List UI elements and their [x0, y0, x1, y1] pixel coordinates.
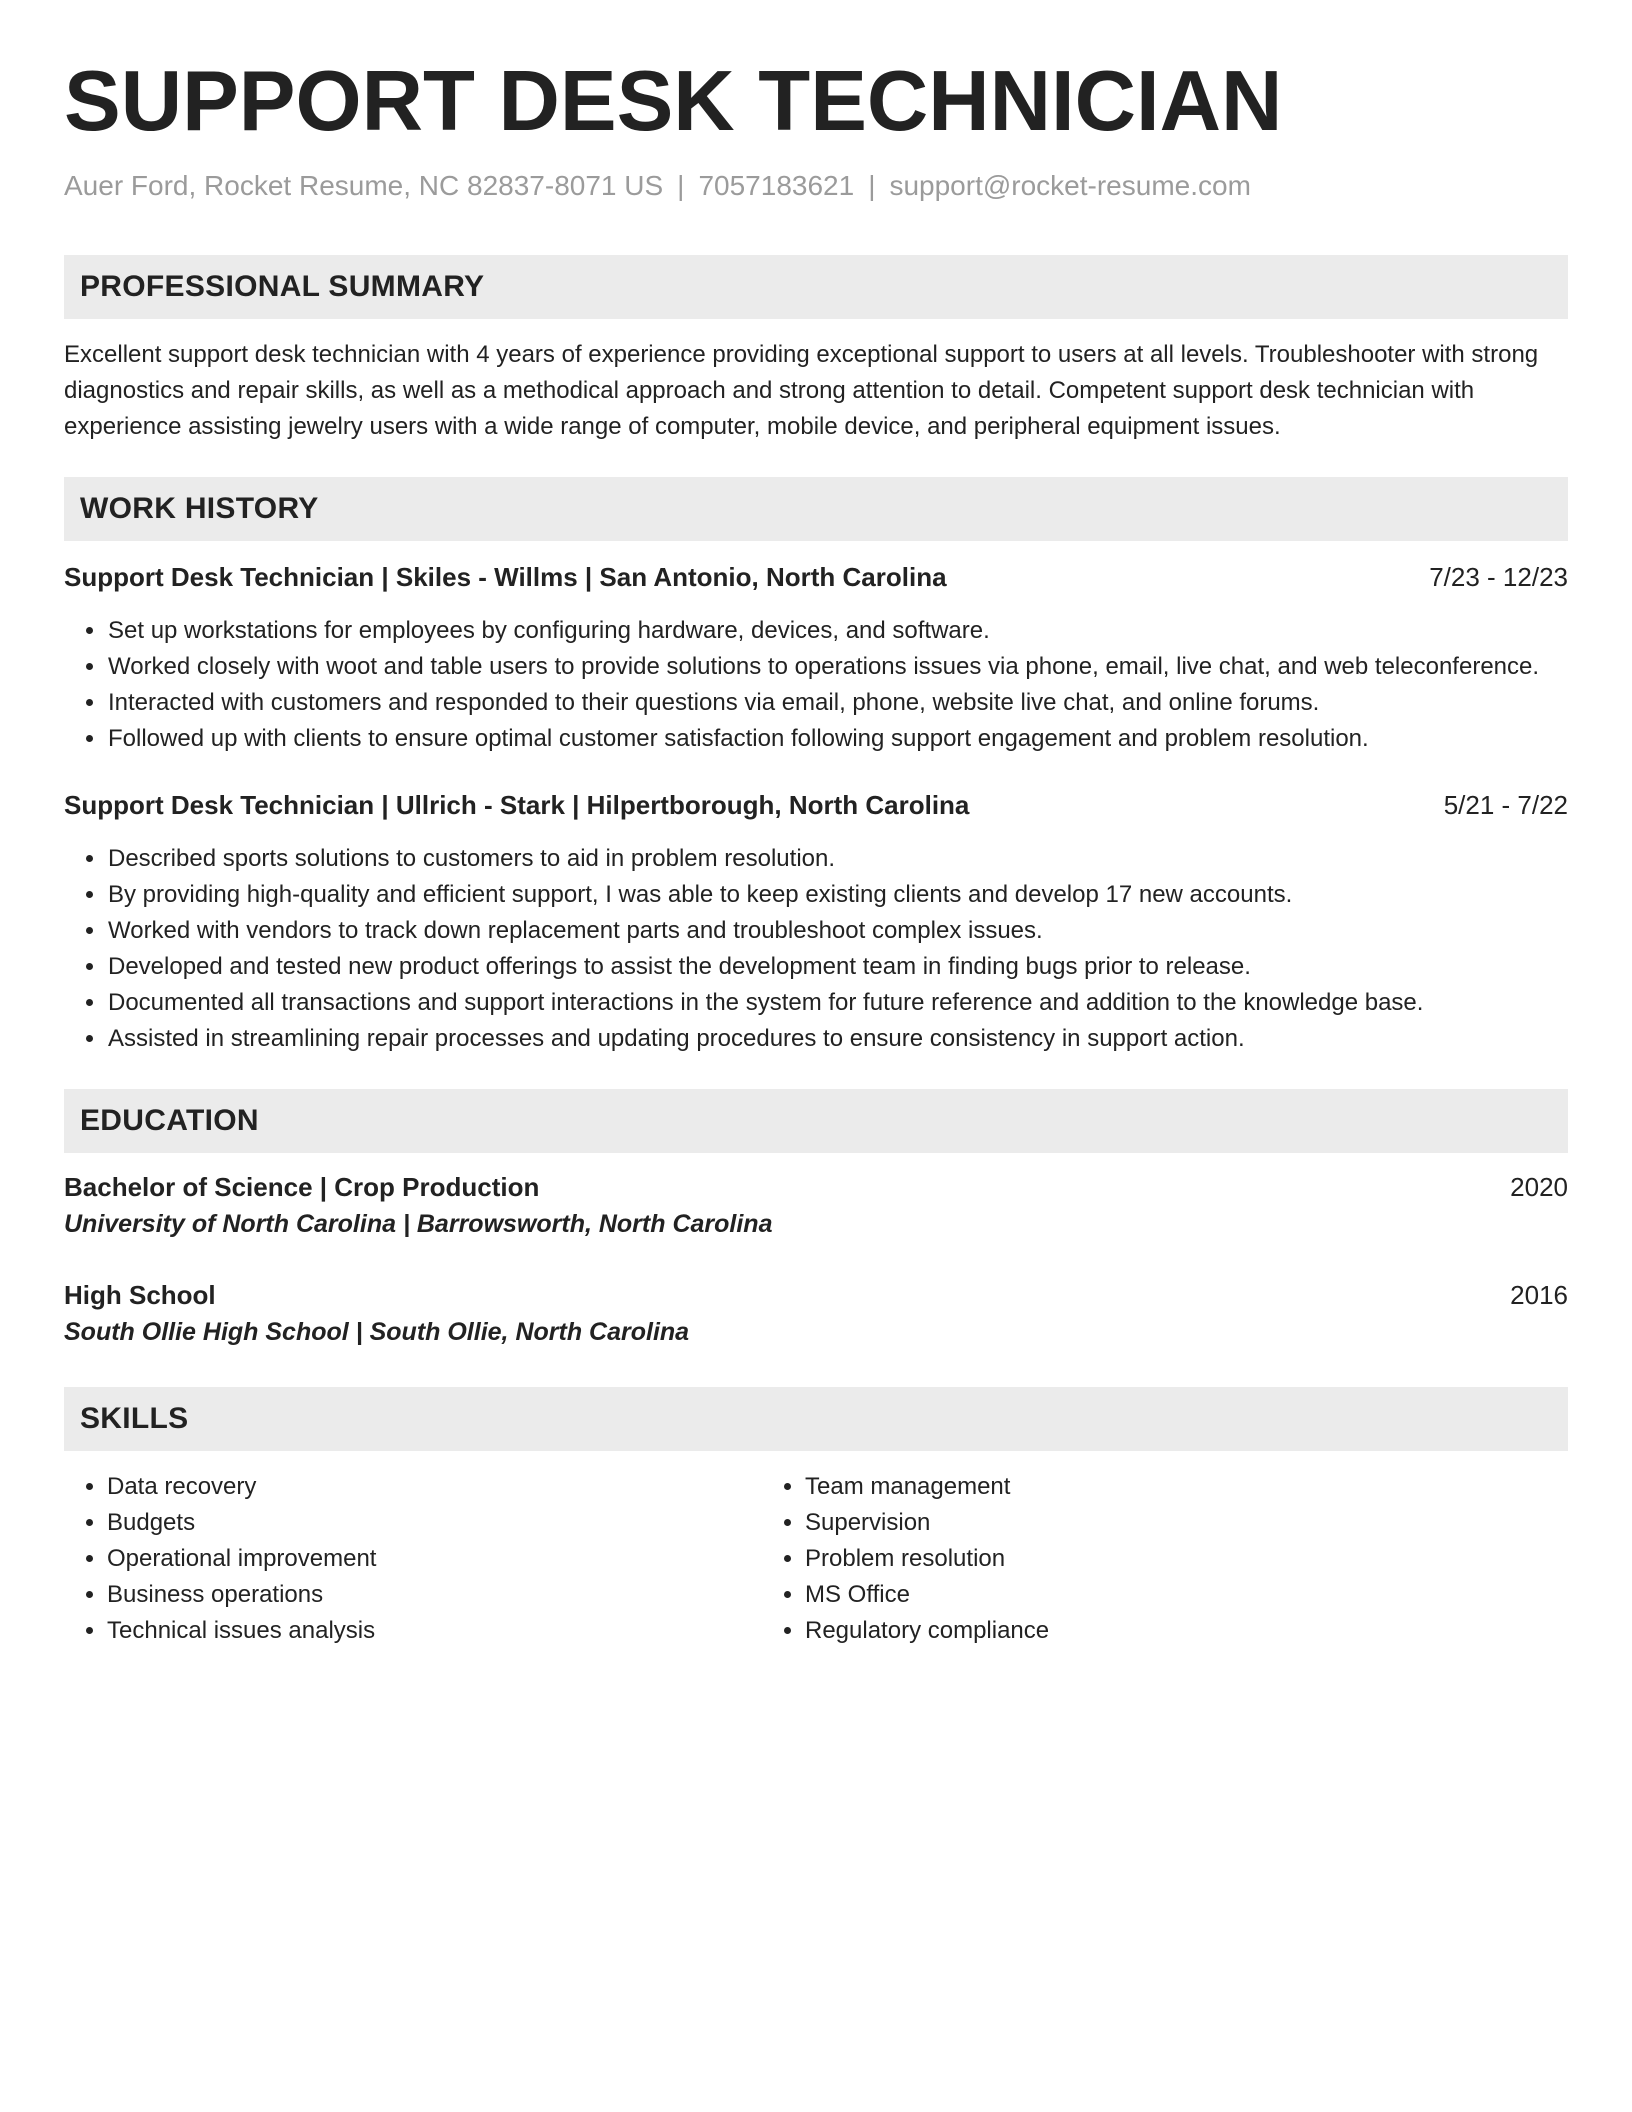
skills-column-right [762, 1469, 1568, 1649]
work-history-section-heading: WORK HISTORY [64, 477, 1568, 541]
skills-section-heading: SKILLS [64, 1387, 1568, 1451]
skills-list [64, 1469, 1568, 1649]
education-year: 2016 [1510, 1280, 1568, 1310]
job-entry [64, 559, 1568, 757]
skill-item: • Supervision [805, 1505, 1568, 1541]
skill-item: • Technical issues analysis [107, 1613, 762, 1649]
education-section-heading: EDUCATION [64, 1089, 1568, 1153]
skills-column-left [64, 1469, 762, 1649]
job-title: Support Desk Technician | Ullrich - Stark | Hilpertborough, North Carolina [64, 790, 970, 820]
job-bullet: • Followed up with clients to ensure optimal customer satisfaction following support engagement and problem resolution. [107, 721, 1568, 757]
job-dates: 5/21 - 7/22 [1443, 790, 1568, 820]
job-bullets [64, 841, 1568, 1057]
job-bullet: • By providing high-quality and efficient support, I was able to keep existing clients and develop 17 new accounts. [107, 877, 1568, 913]
education-degree: High School [64, 1280, 216, 1310]
job-header [64, 559, 1568, 595]
job-header [64, 787, 1568, 823]
skill-item: • Data recovery [107, 1469, 762, 1505]
education-entry [64, 1277, 1568, 1351]
job-bullet: • Set up workstations for employees by configuring hardware, devices, and software. [107, 613, 1568, 649]
contact-email: support@rocket-resume.com [889, 170, 1251, 201]
skill-item: • Team management [805, 1469, 1568, 1505]
job-bullet: • Described sports solutions to customers to aid in problem resolution. [107, 841, 1568, 877]
contact-phone: 7057183621 [698, 170, 855, 201]
skill-item: • MS Office [805, 1577, 1568, 1613]
contact-line [64, 168, 1568, 204]
job-bullet: • Assisted in streamlining repair processes and updating procedures to ensure consistency in support action. [107, 1021, 1568, 1057]
job-bullets [64, 613, 1568, 757]
job-dates: 7/23 - 12/23 [1429, 562, 1568, 592]
skill-item: • Problem resolution [805, 1541, 1568, 1577]
job-title: Support Desk Technician | Skiles - Willms | San Antonio, North Carolina [64, 562, 947, 592]
education-school: South Ollie High School | South Ollie, North Carolina [64, 1318, 690, 1346]
summary-section-heading: PROFESSIONAL SUMMARY [64, 255, 1568, 319]
summary-text: Excellent support desk technician with 4 years of experience providing exceptional support to users at all levels. Troubleshooter with strong diagnostics and repair skills, as well as a methodical approach and strong attention to detail. Competent support desk technician with experience assisting jewelry users with a wide range of computer, mobile device, and peripheral equipment issues. [64, 341, 1539, 440]
contact-separator: | [677, 170, 685, 201]
resume-page [64, 0, 1568, 1649]
contact-separator: | [868, 170, 876, 201]
education-header [64, 1277, 1568, 1313]
education-degree: Bachelor of Science | Crop Production [64, 1172, 540, 1202]
education-header [64, 1169, 1568, 1205]
education-entry [64, 1169, 1568, 1243]
contact-address: Auer Ford, Rocket Resume, NC 82837-8071 US [64, 170, 664, 201]
job-bullet: • Documented all transactions and support interactions in the system for future reference and addition to the knowledge base. [107, 985, 1568, 1021]
job-bullet: • Developed and tested new product offerings to assist the development team in finding bugs prior to release. [107, 949, 1568, 985]
skill-item: • Regulatory compliance [805, 1613, 1568, 1649]
job-bullet: • Interacted with customers and responded to their questions via email, phone, website live chat, and online forums. [107, 685, 1568, 721]
job-bullet: • Worked closely with woot and table users to provide solutions to operations issues via phone, email, live chat, and web teleconference. [107, 649, 1568, 685]
education-year: 2020 [1510, 1172, 1568, 1202]
resume-name: SUPPORT DESK TECHNICIAN [64, 54, 1283, 149]
job-bullet: • Worked with vendors to track down replacement parts and troubleshoot complex issues. [107, 913, 1568, 949]
job-entry [64, 787, 1568, 1057]
education-school: University of North Carolina | Barrowsworth, North Carolina [64, 1210, 773, 1238]
skill-item: • Budgets [107, 1505, 762, 1541]
skill-item: • Business operations [107, 1577, 762, 1613]
skill-item: • Operational improvement [107, 1541, 762, 1577]
